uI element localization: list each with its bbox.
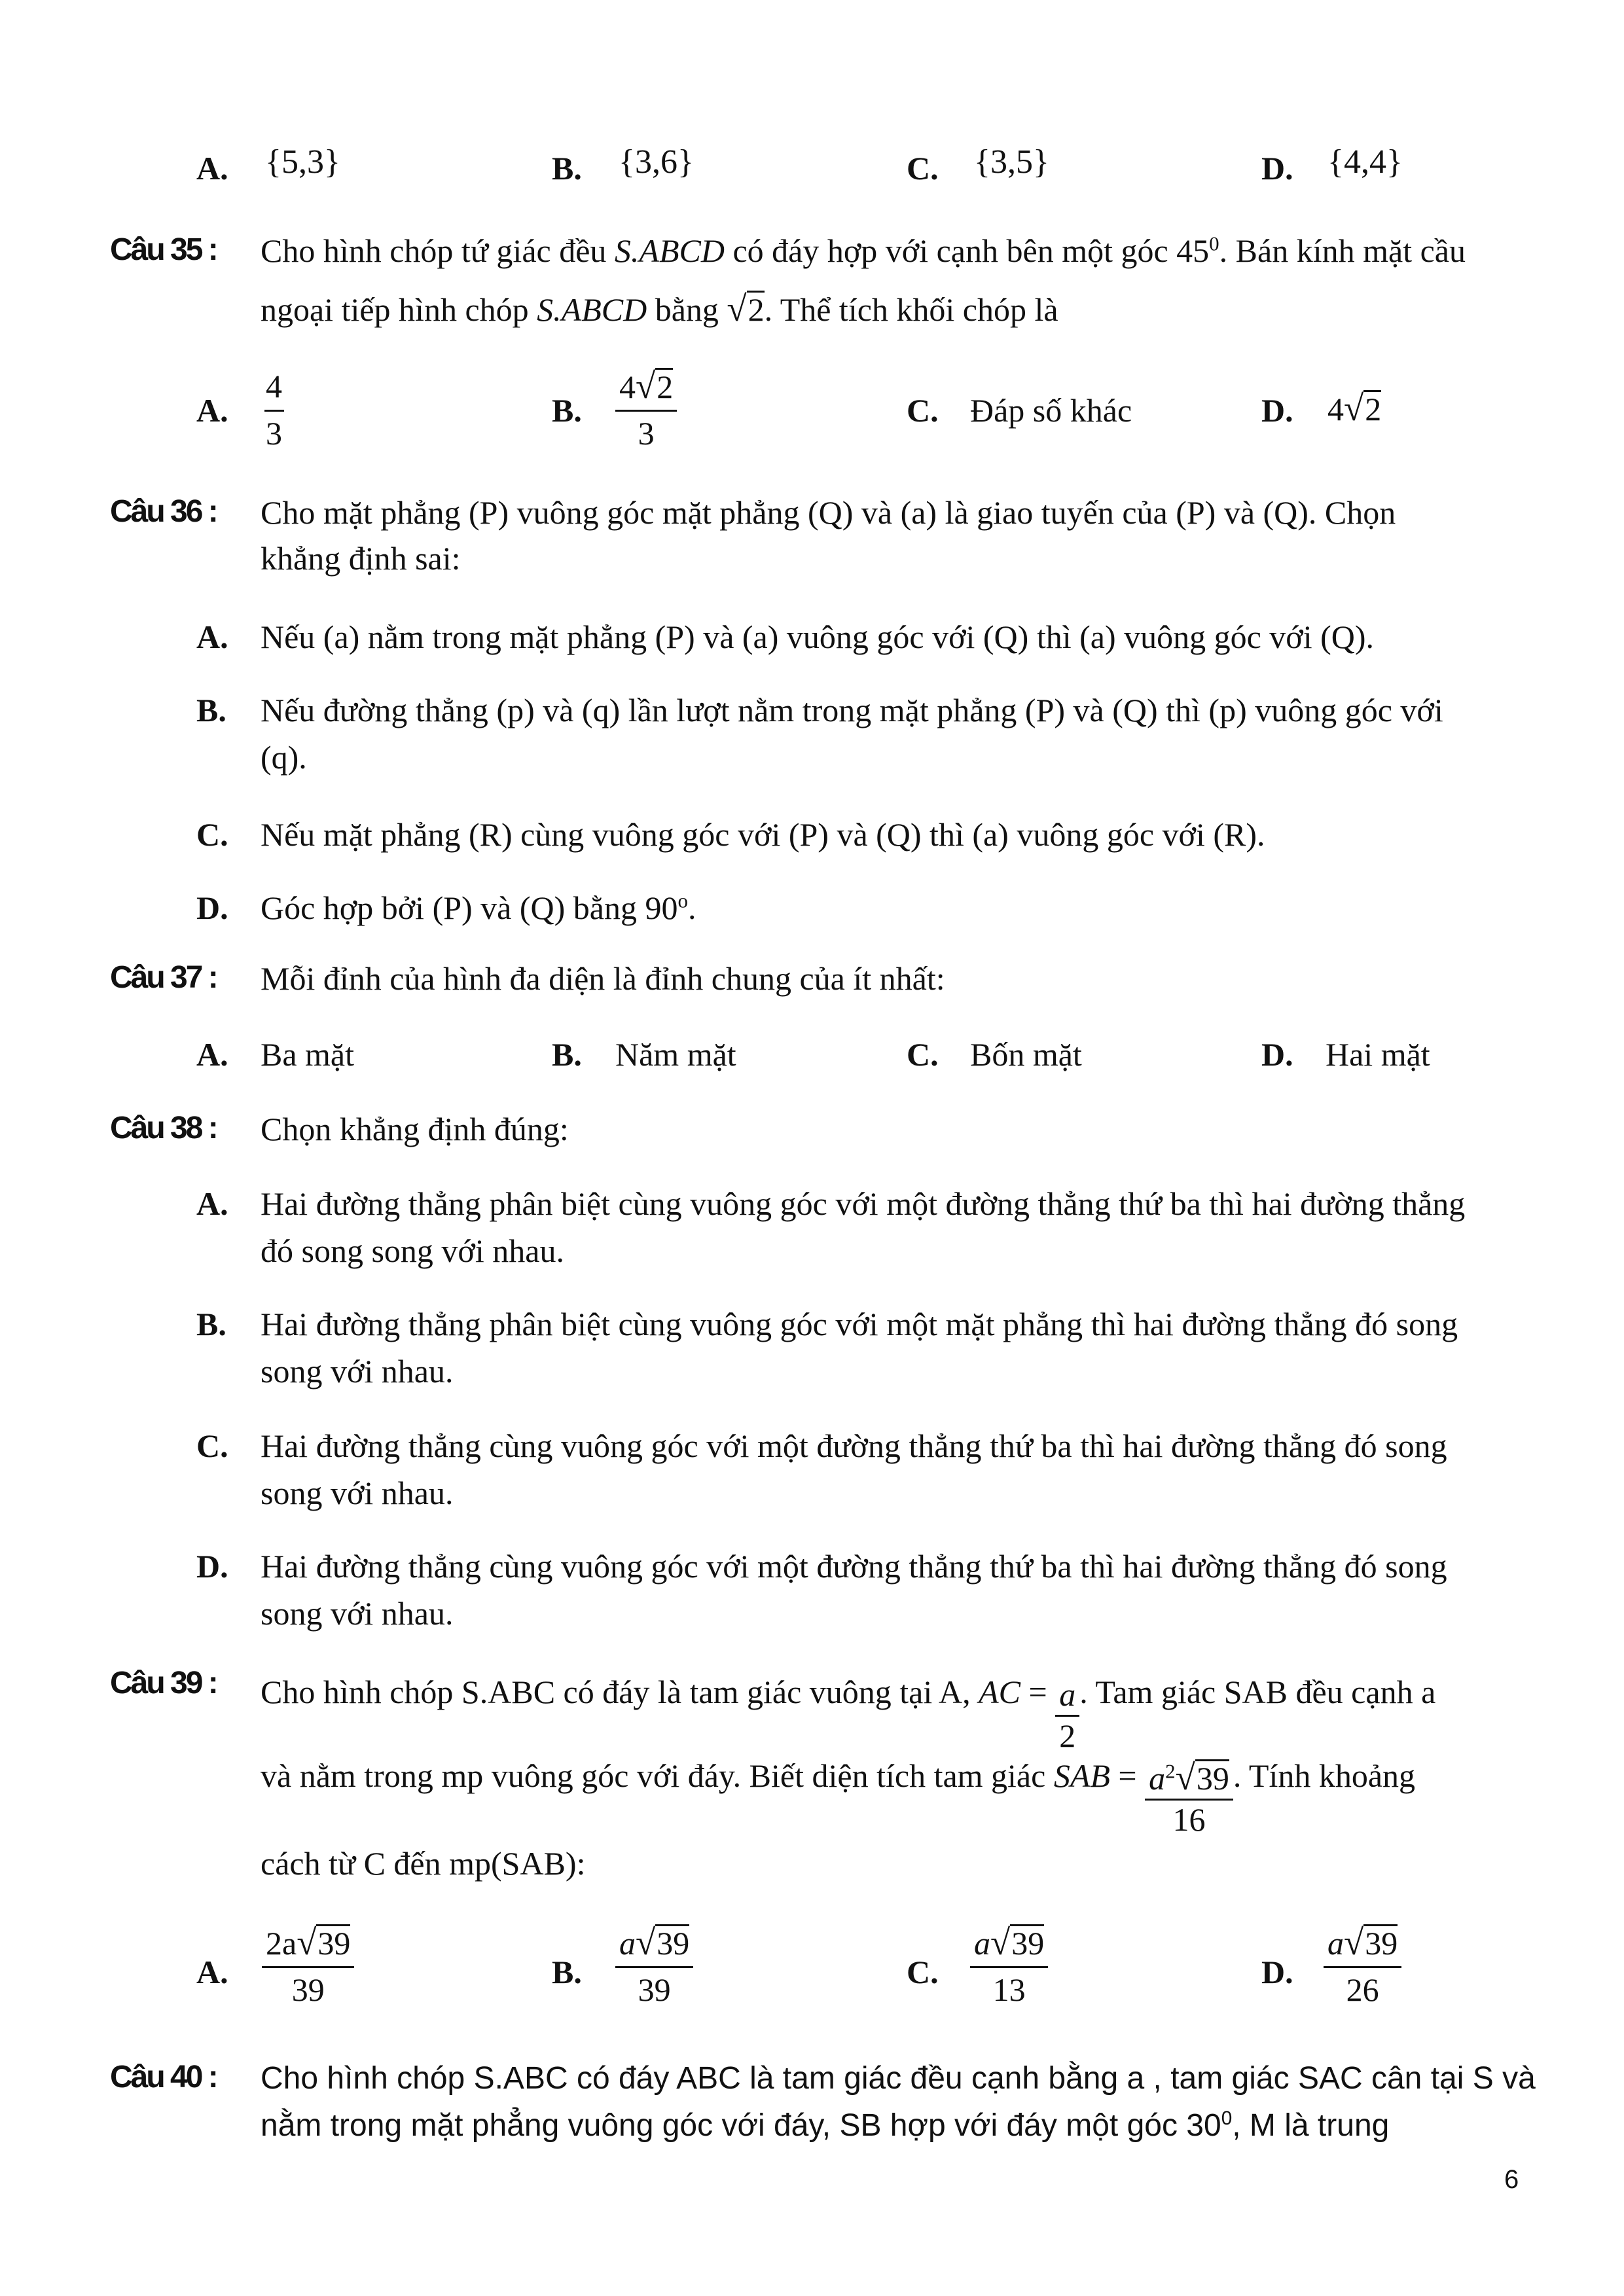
option-b-label: B.: [552, 1954, 582, 1990]
variable: a: [1149, 1760, 1166, 1797]
question-text-line-3: cách từ C đến mp(SAB):: [261, 1845, 586, 1882]
option-b-label: B.: [196, 1306, 226, 1342]
radical: √39: [636, 1922, 690, 1962]
denominator: 2: [1059, 1717, 1076, 1754]
radicand: 39: [1196, 1760, 1229, 1797]
q34-option-b-value: {3,6}: [619, 143, 694, 181]
text-run: có đáy hợp với cạnh bên một góc 45: [732, 232, 1210, 269]
text-run: . Tính khoảng: [1233, 1757, 1416, 1794]
coefficient: 4: [619, 368, 636, 405]
option-a-label: A.: [196, 1036, 228, 1073]
option-b-fraction: [615, 1924, 693, 2006]
coefficient: a: [619, 1925, 636, 1962]
math-symbol: AC: [979, 1674, 1021, 1710]
option-c-label: C.: [907, 1036, 939, 1073]
question-text: Mỗi đỉnh của hình đa diện là đỉnh chung của ít nhất:: [261, 960, 945, 997]
radicand: 39: [657, 1925, 690, 1962]
option-d-label: D.: [196, 1548, 228, 1585]
text-run: ngoại tiếp hình chóp: [261, 291, 529, 328]
q34-option-d-label: D.: [1261, 150, 1293, 187]
text-run: Góc hợp bởi (P) và (Q) bằng 90: [261, 889, 678, 926]
option-b-text: Hai đường thẳng phân biệt cùng vuông góc với một mặt phẳng thì hai đường thẳng đó song: [261, 1306, 1458, 1342]
question-label: Câu 36 :: [110, 494, 217, 529]
option-c-label: C.: [196, 816, 228, 853]
numerator: [1324, 1924, 1401, 1968]
text-run: .: [687, 889, 696, 926]
option-c-text: Đáp số khác: [970, 392, 1132, 429]
text-run: bằng: [655, 291, 719, 328]
text-run: và nằm trong mp vuông góc với đáy. Biết diện tích tam giác: [261, 1757, 1046, 1794]
option-d-label: D.: [1261, 1954, 1293, 1990]
radicand: 2: [657, 368, 674, 405]
option-b-text-line-2: (q).: [261, 739, 307, 776]
option-a-text: Ba mặt: [261, 1036, 355, 1073]
fraction-bar: [264, 410, 284, 412]
question-text-line-2: [261, 1759, 1415, 1836]
option-a-fraction: [262, 1924, 354, 2006]
math-object: S.ABCD: [614, 232, 725, 269]
superscript: 0: [1209, 232, 1219, 255]
math-symbol: =: [1118, 1757, 1137, 1794]
superscript: 2: [1165, 1759, 1176, 1783]
question-label: Câu 37 :: [110, 960, 217, 995]
radical: √39: [297, 1922, 351, 1962]
numerator: a: [1055, 1678, 1079, 1717]
option-b-text: Nếu đường thẳng (p) và (q) lần lượt nằm trong mặt phẳng (P) và (Q) thì (p) vuông góc với: [261, 692, 1443, 728]
option-c-text: Bốn mặt: [970, 1036, 1082, 1073]
radicand: 2: [1365, 391, 1382, 427]
fraction: [1145, 1759, 1233, 1836]
q34-option-a-label: A.: [196, 150, 228, 187]
radical: √2: [727, 289, 765, 329]
question-text: [261, 1676, 1435, 1752]
q34-option-d-value: {4,4}: [1327, 143, 1403, 181]
question-text: Cho hình chóp S.ABC có đáy ABC là tam giác đều cạnh bằng a , tam giác SAC cân tại S và: [261, 2061, 1536, 2096]
radical: √39: [1344, 1922, 1398, 1962]
option-d-text: Hai đường thẳng cùng vuông góc với một đường thẳng thứ ba thì hai đường thẳng đó song: [261, 1548, 1447, 1585]
option-d-label: D.: [1261, 392, 1293, 429]
numerator: [615, 368, 677, 412]
numerator: [262, 1924, 354, 1968]
question-label: Câu 40 :: [110, 2060, 217, 2094]
option-d-text-line-2: song với nhau.: [261, 1595, 454, 1632]
option-c-text: Hai đường thẳng cùng vuông góc với một đường thẳng thứ ba thì hai đường thẳng đó song: [261, 1427, 1447, 1464]
coefficient: 2a: [266, 1925, 297, 1962]
question-label: Câu 35 :: [110, 232, 217, 267]
radicand: 39: [1011, 1925, 1045, 1962]
coefficient: a: [974, 1925, 990, 1962]
denominator: 39: [638, 1971, 671, 2008]
radicand: 2: [748, 291, 765, 328]
text-run: . Bán kính mặt cầu: [1219, 232, 1466, 269]
option-b-label: B.: [552, 1036, 582, 1073]
numerator: [1145, 1759, 1233, 1801]
option-a-label: A.: [196, 619, 228, 655]
superscript: o: [677, 889, 688, 912]
option-c-label: C.: [907, 1954, 939, 1990]
option-d-value: [1327, 390, 1381, 427]
denominator: 3: [638, 414, 655, 452]
option-c-text: Nếu mặt phẳng (R) cùng vuông góc với (P) và (Q) thì (a) vuông góc với (R).: [261, 816, 1265, 853]
option-a-text: Nếu (a) nằm trong mặt phẳng (P) và (a) vuông góc với (Q) thì (a) vuông góc với (Q).: [261, 619, 1375, 655]
numerator: [615, 1924, 693, 1968]
text-run: Cho hình chóp tứ giác đều: [261, 232, 607, 269]
radicand: 39: [317, 1925, 351, 1962]
math-symbol: =: [1028, 1674, 1047, 1710]
coefficient: a: [1327, 1925, 1344, 1962]
math-object: S.ABCD: [537, 291, 647, 328]
text-run: Cho hình chóp S.ABC có đáy là tam giác vuông tại A,: [261, 1674, 971, 1710]
option-c-label: C.: [907, 392, 939, 429]
question-text-line-2: [261, 291, 1058, 327]
option-d-label: D.: [196, 889, 228, 926]
fraction: [1055, 1678, 1079, 1752]
numerator: 4: [266, 368, 282, 404]
question-text-line-2: khẳng định sai:: [261, 540, 461, 577]
coefficient: 4: [1327, 391, 1344, 427]
question-label: Câu 38 :: [110, 1111, 217, 1145]
option-c-text-line-2: song với nhau.: [261, 1475, 454, 1511]
option-a-label: A.: [196, 1954, 228, 1990]
radicand: 39: [1365, 1925, 1398, 1962]
numerator: [970, 1924, 1048, 1968]
question-label: Câu 39 :: [110, 1666, 217, 1700]
text-run: , M là trung: [1232, 2108, 1390, 2143]
denominator: 39: [291, 1971, 325, 2008]
option-d-label: D.: [1261, 1036, 1293, 1073]
denominator: 16: [1172, 1801, 1206, 1838]
question-text-line-2: [261, 2110, 1389, 2142]
denominator: 13: [992, 1971, 1026, 2008]
text-run: . Thể tích khối chóp là: [764, 291, 1058, 328]
option-b-label: B.: [196, 692, 226, 728]
question-text: Chọn khẳng định đúng:: [261, 1111, 569, 1147]
option-c-fraction: [970, 1924, 1048, 2006]
option-d-text: Hai mặt: [1326, 1036, 1430, 1073]
denominator: 26: [1346, 1971, 1379, 2008]
option-b-fraction: [615, 368, 677, 450]
question-text: [261, 234, 1466, 267]
option-d-text: [261, 891, 696, 924]
radical: √39: [990, 1922, 1045, 1962]
option-a-text: Hai đường thẳng phân biệt cùng vuông góc với một đường thẳng thứ ba thì hai đường thẳng: [261, 1185, 1466, 1222]
option-d-fraction: [1324, 1924, 1401, 2006]
text-run: . Tam giác SAB đều cạnh a: [1079, 1674, 1436, 1710]
option-a-label: A.: [196, 392, 228, 429]
option-b-text: Năm mặt: [615, 1036, 736, 1073]
denominator: 3: [266, 415, 282, 452]
option-c-label: C.: [196, 1427, 228, 1464]
math-symbol: SAB: [1053, 1757, 1110, 1794]
option-a-text-line-2: đó song song với nhau.: [261, 1232, 564, 1269]
question-text: Cho mặt phẳng (P) vuông góc mặt phẳng (Q) và (a) là giao tuyến của (P) và (Q). Chọn: [261, 494, 1396, 531]
page-number: 6: [1504, 2165, 1519, 2194]
radical: √2: [1344, 388, 1382, 428]
option-b-label: B.: [552, 392, 582, 429]
radical: √2: [636, 366, 674, 406]
q34-option-c-value: {3,5}: [974, 143, 1049, 181]
option-b-text-line-2: song với nhau.: [261, 1353, 454, 1390]
q34-option-c-label: C.: [907, 150, 939, 187]
text-run: nằm trong mặt phẳng vuông góc với đáy, SB hợp với đáy một góc 30: [261, 2108, 1221, 2143]
superscript: 0: [1221, 2108, 1233, 2129]
option-a-label: A.: [196, 1185, 228, 1222]
q34-option-a-value: {5,3}: [265, 143, 340, 181]
q34-option-b-label: B.: [552, 150, 582, 187]
radical: √39: [1175, 1757, 1229, 1797]
